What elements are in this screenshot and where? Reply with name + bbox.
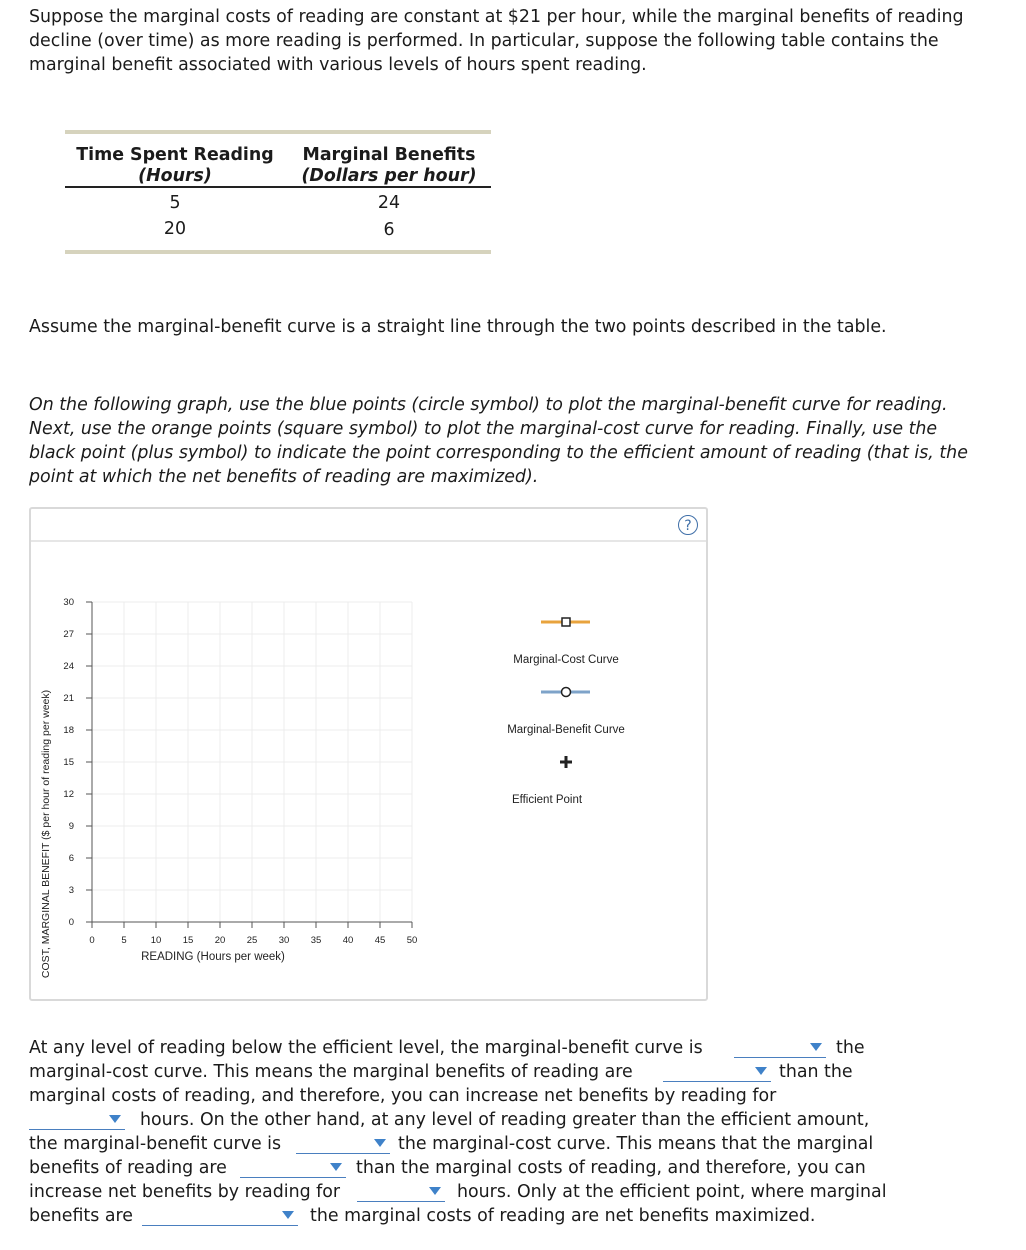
table-header-rule — [65, 186, 491, 188]
table-cell: 6 — [383, 220, 395, 240]
benefit-table — [65, 130, 491, 255]
x-tick-label: 45 — [374, 935, 386, 946]
help-icon[interactable]: ? — [678, 515, 698, 535]
y-tick-label: 30 — [63, 597, 74, 608]
table-cell: 20 — [163, 219, 187, 239]
question-text: hours. On the other hand, at any level of reading greater than the efficient amount, — [140, 1110, 870, 1130]
mc-tool[interactable] — [541, 618, 590, 626]
dropdown-more-fewer-above[interactable] — [357, 1183, 445, 1202]
x-tick-label: 10 — [150, 935, 162, 946]
graph-panel — [29, 507, 708, 1001]
y-tick-label: 3 — [68, 885, 74, 896]
tick-labels — [63, 597, 417, 946]
assumption-text: Assume the marginal-benefit curve is a straight line through the two points described in the table. — [29, 317, 887, 337]
question-block — [29, 1036, 989, 1228]
x-tick-label: 20 — [214, 935, 226, 946]
y-tick-label: 24 — [63, 661, 74, 672]
question-text: than the marginal costs of reading, and therefore, you can — [356, 1158, 866, 1178]
table-top-rule — [65, 130, 491, 134]
question-text: the marginal-cost curve. This means that the marginal — [398, 1134, 874, 1154]
mb-tool[interactable] — [541, 688, 590, 697]
circle-marker-icon — [562, 688, 571, 697]
question-text: the — [836, 1038, 865, 1058]
question-text: the marginal costs of reading are net benefits maximized. — [310, 1206, 816, 1226]
x-tick-label: 0 — [89, 935, 95, 946]
y-tick-label: 0 — [68, 917, 74, 928]
question-text: marginal costs of reading, and therefore, you can increase net benefits by reading for — [29, 1086, 777, 1106]
x-tick-label: 50 — [406, 935, 418, 946]
dropdown-equal-to[interactable] — [142, 1207, 298, 1226]
table-unit-hours: (Hours) — [138, 166, 212, 186]
dropdown-mb-vs-mc-below[interactable] — [734, 1039, 826, 1058]
y-tick-label: 18 — [63, 725, 74, 736]
table-unit-benefits: (Dollars per hour) — [301, 166, 477, 186]
y-tick-label: 21 — [63, 693, 74, 704]
y-tick-label: 15 — [63, 757, 74, 768]
x-tick-label: 5 — [121, 935, 127, 946]
square-marker-icon — [562, 618, 570, 626]
mc-legend-label: Marginal-Cost Curve — [513, 654, 619, 666]
question-text: benefits of reading are — [29, 1158, 227, 1178]
x-axis-label: READING (Hours per week) — [141, 951, 285, 963]
table-header-hours: Time Spent Reading — [76, 145, 274, 165]
x-tick-label: 15 — [182, 935, 194, 946]
y-tick-label: 9 — [68, 821, 74, 832]
question-text: marginal-cost curve. This means the marginal benefits of reading are — [29, 1062, 633, 1082]
instructions-text: On the following graph, use the blue points (circle symbol) to plot the marginal-benefit curve for reading. Next, use the orange points (square symbol) to plot the marginal-cost curve for reading. Finally, use the black point (plus symbol) to indicate the point corresponding to the efficient amount of reading (that is, the point at which the net benefits of reading are maximized). — [29, 395, 968, 487]
graph-canvas[interactable] — [31, 509, 706, 999]
y-tick-label: 6 — [68, 853, 74, 864]
plus-marker-icon — [560, 756, 572, 768]
table-cell: 24 — [377, 193, 401, 213]
question-text: benefits are — [29, 1206, 133, 1226]
question-text: than the — [779, 1062, 853, 1082]
x-tick-label: 40 — [342, 935, 354, 946]
table-cell: 5 — [169, 193, 181, 213]
efficient-legend-label: Efficient Point — [511, 794, 583, 806]
efficient-tool[interactable] — [560, 756, 572, 768]
x-tick-label: 30 — [278, 935, 290, 946]
x-tick-label: 35 — [310, 935, 322, 946]
mb-legend-label: Marginal-Benefit Curve — [507, 724, 625, 736]
grid — [92, 602, 412, 922]
dropdown-mb-vs-mc-above[interactable] — [296, 1135, 390, 1154]
intro-text: Suppose the marginal costs of reading are constant at $21 per hour, while the marginal benefits of reading decline (over time) as more reading is performed. In particular, suppose the following table contains the marginal benefit associated with various levels of hours spent reading. — [29, 7, 964, 75]
table-bottom-rule — [65, 250, 491, 254]
question-text: At any level of reading below the efficient level, the marginal-benefit curve is — [29, 1038, 703, 1058]
dropdown-mb-greater-less-below[interactable] — [663, 1063, 771, 1082]
question-text: hours. Only at the efficient point, where marginal — [457, 1182, 887, 1202]
question-text: increase net benefits by reading for — [29, 1182, 341, 1202]
x-tick-label: 25 — [246, 935, 258, 946]
axes — [86, 602, 412, 928]
question-text: the marginal-benefit curve is — [29, 1134, 282, 1154]
y-axis-label: COST, MARGINAL BENEFIT ($ per hour of reading per week) — [40, 689, 52, 979]
table-header-benefits: Marginal Benefits — [302, 145, 476, 165]
dropdown-more-fewer-below[interactable] — [29, 1111, 125, 1130]
dropdown-mb-greater-less-above[interactable] — [240, 1159, 346, 1178]
y-tick-label: 27 — [63, 629, 74, 640]
y-tick-label: 12 — [63, 789, 74, 800]
